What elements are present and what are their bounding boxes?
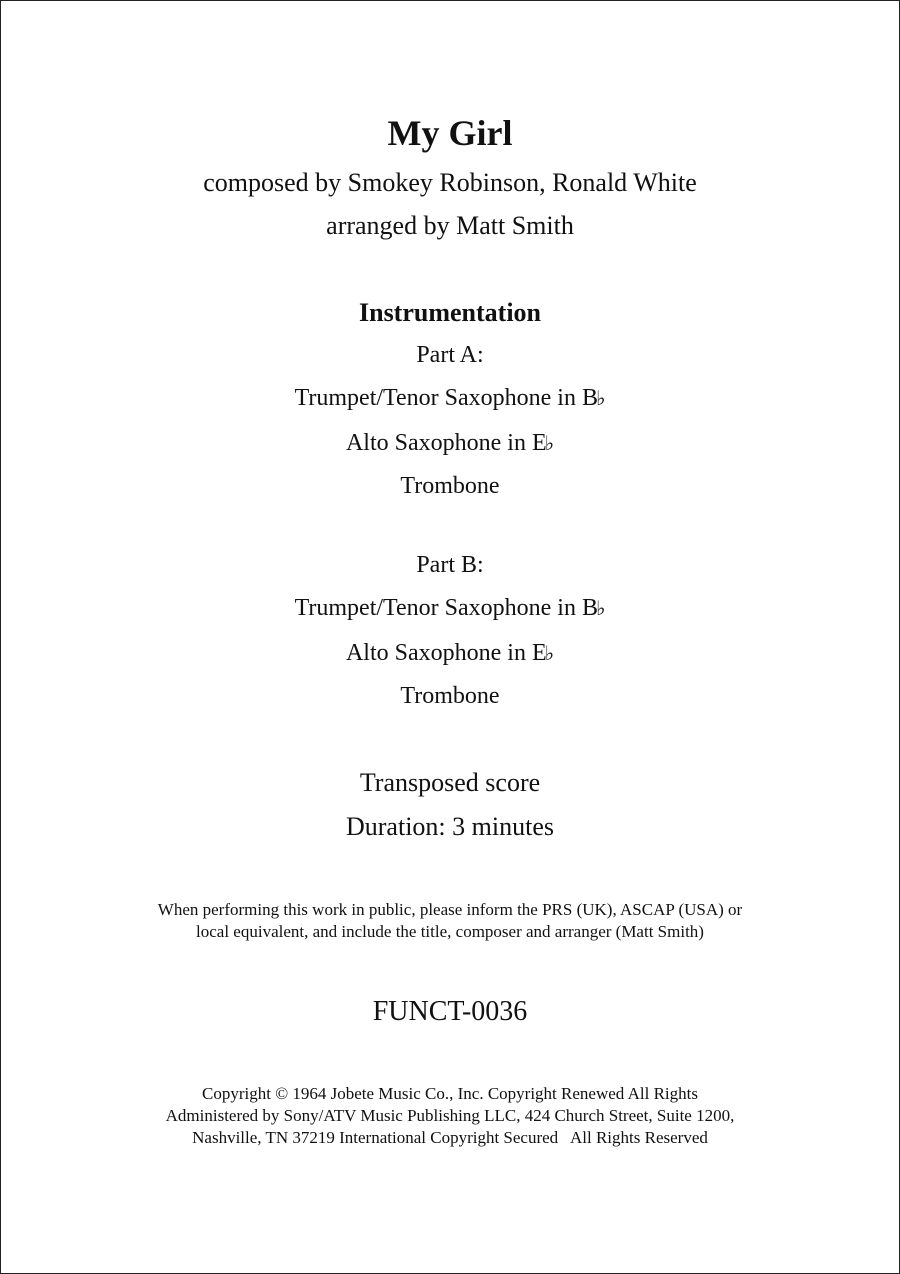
copyright-line-1: Copyright © 1964 Jobete Music Co., Inc. Copyright Renewed All Rights (202, 1084, 698, 1103)
instrument-line (0, 683, 900, 710)
instrument-name: Trombone (400, 473, 500, 499)
instrument-name: Alto Saxophone in E (345, 430, 547, 456)
performance-notice-line-2: local equivalent, and include the title, composer and arranger (Matt Smith) (196, 922, 704, 941)
catalog-number: FUNCT-0036 (372, 996, 528, 1027)
instrument-line (0, 430, 900, 457)
instrument-line (0, 640, 900, 667)
copyright-line-3: Nashville, TN 37219 International Copyright Secured All Rights Reserved (192, 1128, 708, 1147)
part-a-label: Part A: (416, 342, 484, 368)
part-b-label: Part B: (416, 552, 484, 578)
composer-credit: composed by Smokey Robinson, Ronald White (203, 168, 697, 197)
instrument-name: Trombone (400, 683, 500, 709)
flat-symbol: ♭ (595, 596, 606, 620)
score-type: Transposed score (359, 768, 541, 797)
flat-symbol: ♭ (595, 386, 606, 410)
flat-symbol: ♭ (544, 431, 555, 455)
instrument-name: Alto Saxophone in E (345, 640, 547, 666)
instrument-name: Trumpet/Tenor Saxophone in B (294, 595, 598, 621)
instrumentation-heading: Instrumentation (358, 298, 541, 327)
instrument-line (0, 595, 900, 622)
performance-notice-line-1: When performing this work in public, please inform the PRS (UK), ASCAP (USA) or (157, 900, 743, 919)
copyright-line-2: Administered by Sony/ATV Music Publishing LLC, 424 Church Street, Suite 1200, (165, 1106, 735, 1125)
song-title: My Girl (387, 113, 513, 153)
duration: Duration: 3 minutes (346, 812, 554, 841)
arranger-credit: arranged by Matt Smith (326, 211, 574, 240)
instrument-name: Trumpet/Tenor Saxophone in B (294, 385, 598, 411)
instrument-line (0, 385, 900, 412)
instrument-line (0, 473, 900, 500)
flat-symbol: ♭ (544, 641, 555, 665)
